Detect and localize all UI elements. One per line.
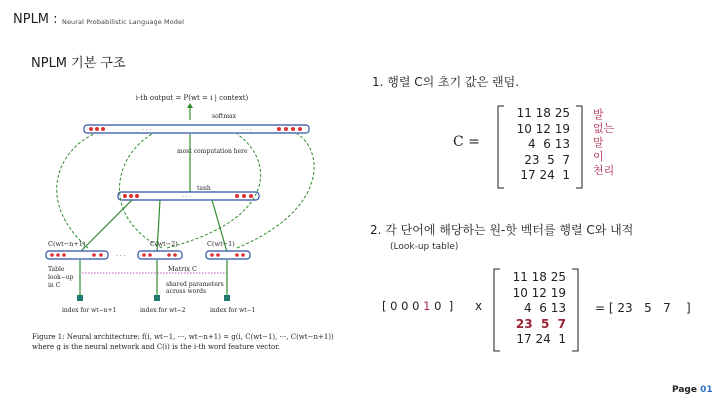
shared-parameters-link <box>80 260 227 273</box>
node <box>62 253 66 257</box>
c-label-1: C(wt−n+1) <box>48 240 86 248</box>
one-hot-digit: 0 <box>434 299 442 313</box>
matrix-c-label: Matrix C <box>168 265 198 273</box>
word: 이 <box>593 150 604 163</box>
left-bracket <box>494 269 500 351</box>
nplm-architecture-diagram <box>32 88 362 328</box>
vector-open-bracket: [ <box>382 299 387 313</box>
softmax-dots: · · · <box>142 127 152 134</box>
node <box>167 253 171 257</box>
softmax-dots-2: · · · <box>242 127 252 134</box>
one-hot-digit: 0 <box>390 299 398 313</box>
node <box>235 253 239 257</box>
softmax-layer <box>84 125 309 133</box>
node <box>99 253 103 257</box>
right-bracket <box>572 269 578 351</box>
vectors-dots: · · · <box>116 253 126 260</box>
page-number-value: 01 <box>700 385 713 395</box>
index-label-2: index for wt−2 <box>140 307 186 314</box>
output-label: i-th output = P(wt = i | context) <box>135 94 249 102</box>
word: 발 <box>593 108 604 121</box>
index-square-1 <box>77 295 83 301</box>
matrix-c-row: 17 24 1 <box>520 168 570 182</box>
matrix-2-row: 17 24 1 <box>516 332 566 346</box>
most-computation-label: most computation here <box>177 148 248 155</box>
skip-connection-right <box>237 134 314 248</box>
c-label-3: C(wt−1) <box>207 240 235 248</box>
matrix-c-row: 23 5 7 <box>524 152 570 167</box>
page-prefix: Page <box>672 385 701 395</box>
result-vector: = [ 23 5 7 ] <box>595 301 691 315</box>
page-number <box>672 385 713 395</box>
node <box>173 253 177 257</box>
lookup-table-label: (Look-up table) <box>390 242 459 252</box>
node <box>249 194 253 198</box>
node <box>291 127 295 131</box>
matrix-2-row: 4 6 13 <box>524 301 566 315</box>
right-bracket <box>576 106 582 188</box>
table-label-3: in C <box>48 282 61 289</box>
figure-caption: Figure 1: Neural architecture: f(i, wt−1, ···, wt−n+1) = g(i, C(wt−1), ···, C(wt−n+1)) where g is the neural network and C(i) is the i-th word feature vector. <box>32 333 334 351</box>
node <box>92 253 96 257</box>
node <box>216 253 220 257</box>
matrix-c-label: C = <box>453 134 480 150</box>
tanh-label: tanh <box>197 185 211 192</box>
matrix-c <box>508 106 570 184</box>
one-hot-digit: 0 <box>401 299 409 313</box>
one-hot-vector <box>382 299 453 313</box>
shared-label-2: across words <box>166 288 207 295</box>
one-hot-digit-hot: 1 <box>423 299 431 313</box>
node <box>101 127 105 131</box>
node <box>123 194 127 198</box>
word: 말 <box>593 136 604 149</box>
matrix-c-row: 10 12 19 <box>516 121 570 136</box>
node <box>277 127 281 131</box>
output-arrowhead <box>187 103 193 108</box>
node <box>142 253 146 257</box>
vector-close-bracket: ] <box>448 299 454 313</box>
section-title: NPLM 기본 구조 <box>31 56 126 71</box>
step2-text: 2. 각 단어에 해당하는 원-핫 벡터를 행렬 C와 내적 <box>370 223 634 237</box>
tanh-dots: · · · <box>182 194 192 201</box>
c-label-2: C(wt−2) <box>150 240 178 248</box>
softmax-label: softmax <box>212 113 236 120</box>
node <box>210 253 214 257</box>
node <box>284 127 288 131</box>
header-subtitle: Neural Probabilistic Language Model <box>62 18 185 26</box>
feature-vector-1 <box>46 251 108 259</box>
c1-to-tanh <box>80 200 132 252</box>
step1-text: 1. 행렬 C의 초기 값은 랜덤. <box>372 75 520 89</box>
matrix-c-row: 11 18 25 <box>516 106 570 120</box>
node <box>95 127 99 131</box>
header-title: NPLM : <box>13 12 58 27</box>
table-label-2: look−up <box>48 274 74 281</box>
node <box>242 194 246 198</box>
node <box>135 194 139 198</box>
node <box>241 253 245 257</box>
node <box>89 127 93 131</box>
index-square-2 <box>154 295 160 301</box>
matrix-2 <box>504 270 566 348</box>
node <box>50 253 54 257</box>
left-bracket <box>498 106 504 188</box>
shared-label-1: shared parameters <box>166 281 224 288</box>
node <box>56 253 60 257</box>
table-label-1: Table <box>48 266 65 273</box>
skip-connection-left <box>57 134 94 248</box>
node <box>235 194 239 198</box>
index-label-3: index for wt−1 <box>210 307 256 314</box>
node <box>129 194 133 198</box>
word: 없는 <box>593 122 615 135</box>
word: 천리 <box>593 164 615 177</box>
matrix-c-row: 4 6 13 <box>528 137 570 151</box>
one-hot-digit: 0 <box>412 299 420 313</box>
node <box>298 127 302 131</box>
matrix-2-row: 10 12 19 <box>512 285 566 300</box>
node <box>148 253 152 257</box>
matrix-2-row: 11 18 25 <box>512 270 566 284</box>
word-list <box>593 108 614 178</box>
matrix-2-row-highlighted: 23 5 7 <box>515 316 566 331</box>
index-square-3 <box>224 295 230 301</box>
skip-connection-mid <box>120 134 163 248</box>
multiply-sign: x <box>475 299 483 313</box>
index-label-1: index for wt−n+1 <box>62 307 117 314</box>
